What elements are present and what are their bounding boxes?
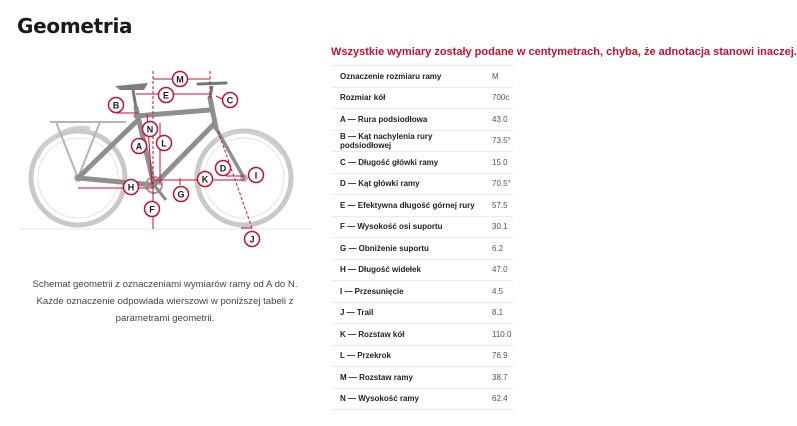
spec-value: 73.5° [484, 130, 513, 152]
geometry-spec-table [331, 65, 513, 410]
table-row [331, 152, 513, 174]
svg-text:A: A [135, 141, 143, 152]
table-row [331, 130, 513, 152]
table-row [331, 173, 513, 195]
spec-value: 6.2 [484, 238, 513, 260]
spec-label: Rozmiar kół [331, 87, 484, 109]
svg-text:K: K [201, 174, 209, 185]
svg-text:N: N [146, 124, 154, 135]
svg-text:H: H [127, 182, 135, 193]
diagram-label-C [223, 93, 238, 108]
spec-value: M [484, 66, 513, 88]
spec-label: D — Kąt główki ramy [331, 173, 484, 195]
svg-text:J: J [249, 234, 255, 245]
page-title: Geometria [17, 14, 133, 38]
spec-value: 4.5 [484, 281, 513, 303]
table-row [331, 66, 513, 88]
spec-value: 15.0 [484, 152, 513, 174]
spec-value: 70.5° [484, 173, 513, 195]
svg-text:B: B [112, 100, 120, 111]
diagram-label-N [143, 122, 158, 137]
svg-text:G: G [177, 189, 185, 200]
diagram-label-H [124, 180, 139, 195]
spec-value: 700c [484, 87, 513, 109]
diagram-caption: Schemat geometrii z oznaczeniami wymiarów ramy od A do N. Każde oznaczenie odpowiada wierszowi w poniższej tabeli z parametrami geometrii. [32, 278, 298, 324]
svg-text:E: E [162, 90, 170, 101]
table-row [331, 109, 513, 131]
diagram-label-G [174, 187, 189, 202]
table-row [331, 388, 513, 410]
spec-label: F — Wysokość osi suportu [331, 216, 484, 238]
diagram-label-L [157, 136, 172, 151]
spec-value: 43.0 [484, 109, 513, 131]
diagram-label-M [173, 72, 188, 87]
spec-value: 47.0 [484, 259, 513, 281]
bike-geometry-diagram [20, 68, 312, 252]
svg-text:F: F [149, 204, 155, 215]
spec-label: K — Rozstaw kół [331, 324, 484, 346]
spec-label: A — Rura podsiodłowa [331, 109, 484, 131]
diagram-label-K [198, 172, 213, 187]
table-row [331, 345, 513, 367]
table-row [331, 238, 513, 260]
diagram-label-F [145, 202, 160, 217]
diagram-label-A [132, 139, 147, 154]
spec-value: 110.0 [484, 324, 513, 346]
spec-value: 57.5 [484, 195, 513, 217]
spec-label: I — Przesunięcie [331, 281, 484, 303]
diagram-label-D [216, 161, 231, 176]
table-row [331, 367, 513, 389]
table-row [331, 281, 513, 303]
spec-label: C — Długość główki ramy [331, 152, 484, 174]
diagram-label-I [249, 168, 264, 183]
spec-label: E — Efektywna długość górnej rury [331, 195, 484, 217]
spec-label: M — Rozstaw ramy [331, 367, 484, 389]
table-row [331, 87, 513, 109]
spec-label: L — Przekrok [331, 345, 484, 367]
spec-value: 38.7 [484, 367, 513, 389]
table-row [331, 302, 513, 324]
table-row [331, 195, 513, 217]
diagram-label-J [245, 232, 260, 247]
svg-text:I: I [254, 170, 258, 181]
spec-value: 30.1 [484, 216, 513, 238]
table-row [331, 216, 513, 238]
svg-text:M: M [176, 74, 184, 85]
diagram-label-B [109, 98, 124, 113]
spec-label: B — Kąt nachylenia rury podsiodłowej [331, 130, 484, 152]
table-row [331, 259, 513, 281]
spec-value: 62.4 [484, 388, 513, 410]
diagram-label-E [159, 88, 174, 103]
spec-label: Oznaczenie rozmiaru ramy [331, 66, 484, 88]
spec-label: J — Trail [331, 302, 484, 324]
spec-value: 8.1 [484, 302, 513, 324]
units-note: Wszystkie wymiary zostały podane w centymetrach, chyba, że adnotacja stanowi inaczej. [331, 46, 797, 58]
spec-label: H — Długość widełek [331, 259, 484, 281]
svg-text:D: D [219, 163, 227, 174]
svg-text:L: L [161, 138, 167, 149]
spec-label: G — Obniżenie suportu [331, 238, 484, 260]
spec-value: 76.9 [484, 345, 513, 367]
svg-text:C: C [226, 95, 234, 106]
table-row [331, 324, 513, 346]
spec-label: N — Wysokość ramy [331, 388, 484, 410]
